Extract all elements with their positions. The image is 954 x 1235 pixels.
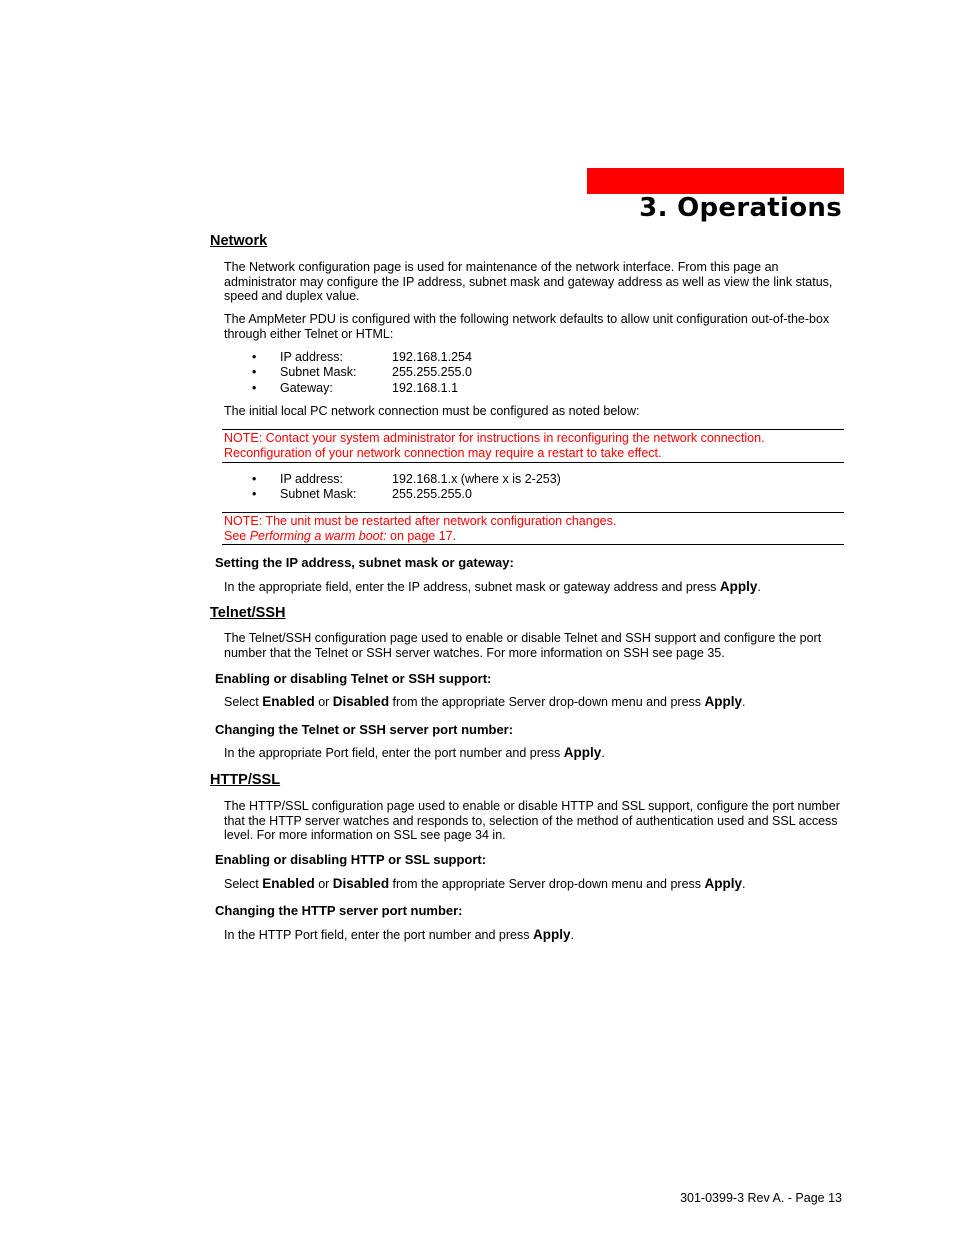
bullet: • — [252, 365, 257, 379]
note-reconfigure — [222, 429, 844, 463]
instruction-text: Select — [224, 877, 263, 891]
local-ip-row — [224, 472, 824, 488]
note-restart — [222, 512, 844, 545]
setting-value: 255.255.255.0 — [392, 487, 472, 501]
bullet: • — [252, 350, 257, 364]
default-gateway-row — [224, 381, 824, 397]
instruction-text: from the appropriate Server drop-down menu and press — [389, 877, 705, 891]
http-heading: HTTP/SSL — [210, 772, 281, 788]
setting-value: 192.168.1.x (where x is 2-253) — [392, 472, 561, 486]
local-pc-intro: The initial local PC network connection must be configured as noted below: — [224, 404, 640, 418]
note-see: See — [224, 528, 250, 543]
instruction-text: from the appropriate Server drop-down menu and press — [389, 695, 705, 709]
http-enable-subheading: Enabling or disabling HTTP or SSL support: — [215, 852, 487, 867]
note-line — [224, 529, 844, 544]
http-port-subheading: Changing the HTTP server port number: — [215, 903, 463, 918]
bullet: • — [252, 381, 257, 395]
setting-value: 192.168.1.1 — [392, 381, 459, 395]
instruction-text: In the appropriate Port field, enter the port number and press — [224, 746, 564, 760]
telnet-port-instructions — [224, 746, 844, 761]
apply-term: Apply — [532, 927, 571, 942]
telnet-enable-instructions — [224, 695, 844, 710]
chapter-color-bar — [587, 168, 844, 194]
enabled-term: Enabled — [262, 694, 315, 709]
apply-term: Apply — [563, 745, 602, 760]
enabled-term: Enabled — [262, 876, 315, 891]
setting-label: IP address: — [280, 472, 344, 486]
apply-term: Apply — [704, 694, 743, 709]
http-intro: The HTTP/SSL configuration page used to enable or disable HTTP and SSL support, configure the port number that the HTTP server watches and responds to, selection of the method of authentication used and SSL access level. For more information on SSL see page 34 in. — [224, 799, 840, 843]
period: . — [757, 580, 761, 594]
chapter-title: 3. Operations — [639, 193, 842, 223]
period: . — [742, 695, 746, 709]
local-subnet-row — [224, 487, 824, 503]
default-subnet-row — [224, 365, 824, 381]
apply-term: Apply — [704, 876, 743, 891]
apply-term: Apply — [719, 579, 758, 594]
setting-label: Gateway: — [280, 381, 333, 395]
telnet-heading: Telnet/SSH — [210, 605, 286, 621]
instruction-text: Select — [224, 695, 263, 709]
note-line: NOTE: Contact your system administrator for instructions in reconfiguring the network connection. — [224, 431, 765, 445]
period: . — [570, 928, 574, 942]
telnet-intro: The Telnet/SSH configuration page used to enable or disable Telnet and SSH support and configure the port number that the Telnet or SSH server watches. For more information on SSH see page 35. — [224, 631, 822, 660]
network-defaults-intro: The AmpMeter PDU is configured with the following network defaults to allow unit configuration out-of-the-box through either Telnet or HTML: — [224, 312, 830, 341]
bullet: • — [252, 487, 257, 501]
setting-value: 192.168.1.254 — [392, 350, 472, 364]
instruction-text: In the HTTP Port field, enter the port number and press — [224, 928, 533, 942]
telnet-enable-subheading: Enabling or disabling Telnet or SSH support: — [215, 671, 492, 686]
disabled-term: Disabled — [332, 694, 390, 709]
setting-value: 255.255.255.0 — [392, 365, 472, 379]
setting-label: Subnet Mask: — [280, 487, 357, 501]
instruction-text: or — [314, 695, 333, 709]
telnet-port-subheading: Changing the Telnet or SSH server port number: — [215, 722, 514, 737]
warm-boot-link[interactable]: Performing a warm boot: — [249, 528, 387, 543]
note-page: on page 17. — [386, 528, 457, 543]
default-ip-row — [224, 350, 824, 366]
setting-label: IP address: — [280, 350, 344, 364]
setting-ip-instructions — [224, 580, 844, 595]
note-line: Reconfiguration of your network connection may require a restart to take effect. — [224, 445, 662, 460]
setting-label: Subnet Mask: — [280, 365, 357, 379]
instruction-text: In the appropriate field, enter the IP address, subnet mask or gateway address and press — [224, 580, 720, 594]
instruction-text: or — [314, 877, 333, 891]
network-heading: Network — [210, 233, 268, 249]
http-enable-instructions — [224, 877, 844, 892]
disabled-term: Disabled — [332, 876, 390, 891]
bullet: • — [252, 472, 257, 486]
period: . — [601, 746, 605, 760]
setting-ip-subheading: Setting the IP address, subnet mask or gateway: — [215, 555, 514, 570]
period: . — [742, 877, 746, 891]
network-intro: The Network configuration page is used for maintenance of the network interface. From this page an administrator may configure the IP address, subnet mask and gateway address as well as view the link status, speed and duplex value. — [224, 260, 833, 304]
page-footer: 301-0399-3 Rev A. - Page 13 — [680, 1191, 842, 1205]
http-port-instructions — [224, 928, 844, 943]
note-line: NOTE: The unit must be restarted after network configuration changes. — [224, 514, 617, 528]
